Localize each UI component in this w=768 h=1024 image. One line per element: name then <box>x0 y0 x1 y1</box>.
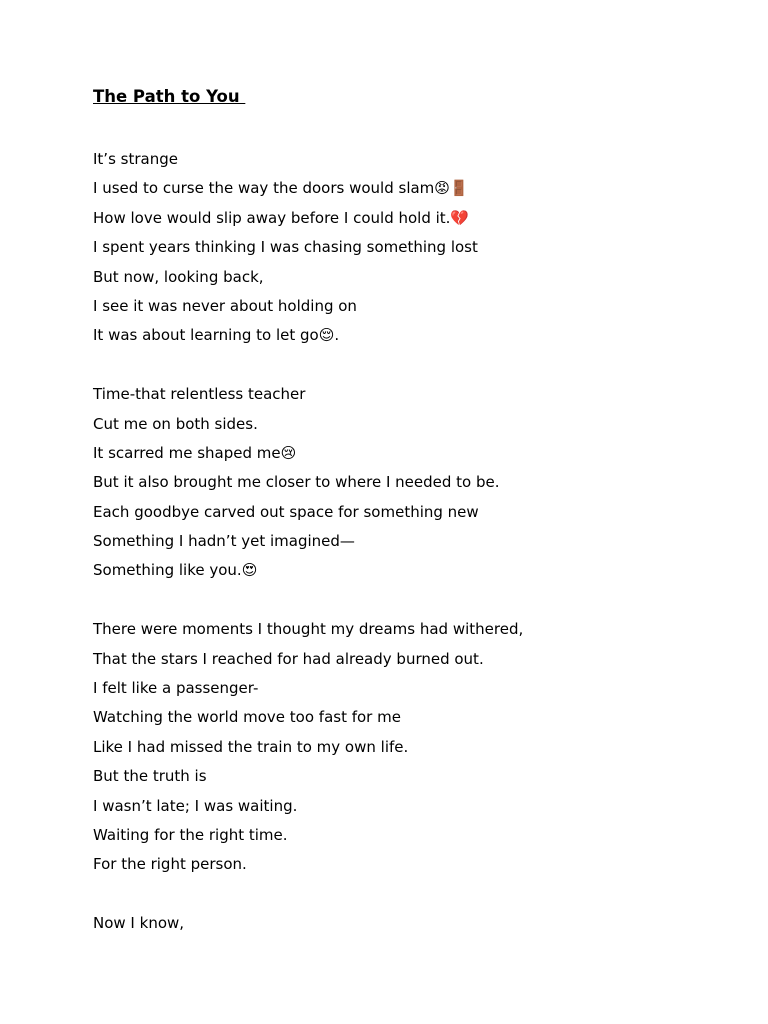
poem-line: I used to curse the way the doors would slam😡🚪 <box>93 179 469 198</box>
poem-line: Watching the world move too fast for me <box>93 708 401 727</box>
poem-line: I spent years thinking I was chasing something lost <box>93 238 478 257</box>
poem-line: Cut me on both sides. <box>93 414 258 433</box>
poem-line: It’s strange <box>93 150 178 168</box>
poem-line: I wasn’t late; I was waiting. <box>93 796 298 815</box>
stanza-4 <box>93 909 733 938</box>
title-spacer <box>93 108 733 145</box>
poem-line: Time-that relentless teacher <box>93 385 306 404</box>
poem-title: The Path to You <box>93 87 246 106</box>
poem-line: There were moments I thought my dreams had withered, <box>93 620 524 639</box>
poem-line: Each goodbye carved out space for something new <box>93 502 479 521</box>
poem-line: How love would slip away before I could hold it.💔 <box>93 208 470 227</box>
poem-line: I see it was never about holding on <box>93 296 357 315</box>
poem-line: I felt like a passenger- <box>93 679 259 698</box>
poem-line: Something like you.😍 <box>93 561 258 580</box>
poem-line: For the right person. <box>93 855 247 874</box>
stanza-spacer <box>93 880 733 909</box>
poem-line: Something I hadn’t yet imagined— <box>93 532 355 551</box>
stanza-1 <box>93 145 733 351</box>
document-page <box>93 86 733 939</box>
poem-line: It was about learning to let go😌. <box>93 326 340 345</box>
poem-line: But the truth is <box>93 767 207 786</box>
stanza-3 <box>93 615 733 880</box>
stanza-spacer <box>93 351 733 380</box>
poem-line: That the stars I reached for had already burned out. <box>93 649 484 668</box>
poem-line: Waiting for the right time. <box>93 825 288 844</box>
poem-line: It scarred me shaped me😢 <box>93 443 297 462</box>
poem-line: But now, looking back, <box>93 267 264 286</box>
stanza-spacer <box>93 586 733 615</box>
poem-line: Now I know, <box>93 914 185 933</box>
poem-line: Like I had missed the train to my own life. <box>93 737 409 756</box>
stanza-2 <box>93 380 733 586</box>
poem-line: But it also brought me closer to where I needed to be. <box>93 473 500 492</box>
